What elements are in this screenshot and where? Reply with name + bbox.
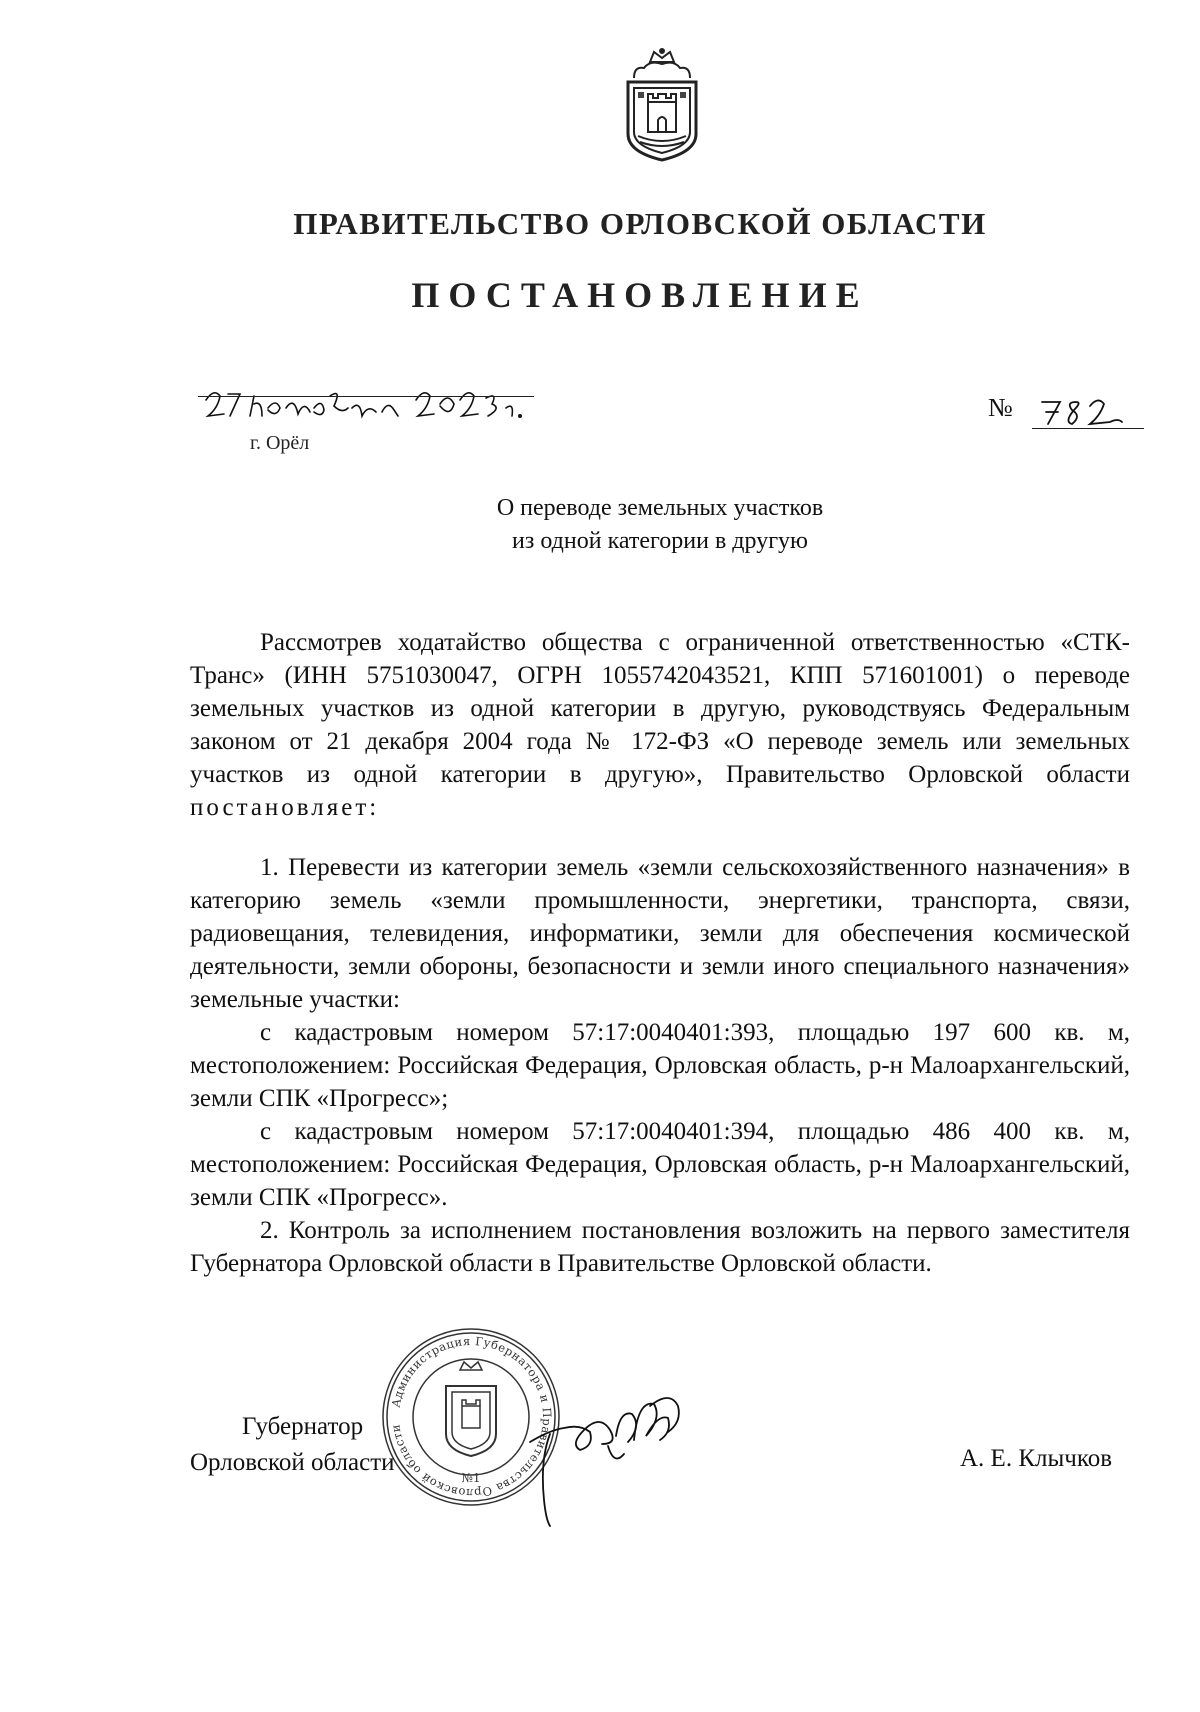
signatory-title-line-2: Орловской области — [190, 1449, 395, 1476]
item-2-paragraph: 2. Контроль за исполнением постановления возложить на первого заместителя Губернатора Орловской области в Правительстве Орловской области. — [190, 1217, 1130, 1277]
date-underline — [198, 396, 534, 397]
handwritten-signature — [520, 1370, 700, 1530]
handwritten-date — [202, 386, 538, 426]
city-label: г. Орёл — [250, 432, 310, 454]
handwritten-number — [1038, 392, 1128, 428]
signatory-name: А. Е. Клычков — [960, 1445, 1113, 1472]
document-subject — [380, 492, 940, 558]
document-type-title: ПОСТАНОВЛЕНИЕ — [411, 275, 869, 315]
signatory-title-line-1: Губернатор — [242, 1413, 364, 1440]
document-body — [190, 626, 1130, 1280]
number-sign: № — [988, 393, 1013, 422]
seal-number: №1 — [461, 1471, 481, 1485]
subject-line-2: из одной категории в другую — [512, 528, 808, 554]
signatory-title — [190, 1409, 395, 1481]
subject-line-1: О переводе земельных участков — [496, 495, 824, 521]
land-plot-393-paragraph: с кадастровым номером 57:17:0040401:393, площадью 197 600 кв. м, местоположением: Российская Федерация, Орловская область, р-н Малоархангельский, земли СПК «Прогресс»; — [190, 1019, 1130, 1112]
resolves-word: постановляет: — [190, 794, 380, 821]
number-underline — [1032, 428, 1144, 429]
organization-title: ПРАВИТЕЛЬСТВО ОРЛОВСКОЙ ОБЛАСТИ — [293, 206, 987, 241]
preamble-paragraph — [190, 626, 1130, 824]
seal-text: Администрация Губернатора и Правительства Орловской области — [388, 1333, 555, 1501]
land-plot-394-paragraph: с кадастровым номером 57:17:0040401:394, площадью 486 400 кв. м, местоположением: Российская Федерация, Орловская область, р-н Малоархангельский, земли СПК «Прогресс». — [190, 1118, 1130, 1211]
item-1-paragraph: 1. Перевести из категории земель «земли сельскохозяйственного назначения» в категорию земель «земли промышленности, энергетики, транспорта, связи, радиовещания, телевидения, информатики, земли для обеспечения космической деятельности, земли обороны, безопасности и земли иного специального назначения» земельные участки: — [190, 854, 1130, 1013]
coat-of-arms-emblem — [620, 48, 704, 164]
preamble-text: Рассмотрев ходатайство общества с ограниченной ответственностью «СТК-Транс» (ИНН 5751030047, ОГРН 1055742043521, КПП 571601001) о переводе земельных участков из одной категории в другую, руководствуясь Федеральным законом от 21 декабря 2004 года № 172-ФЗ «О переводе земель или земельных участков из одной категории в другую», Правительство Орловской области — [190, 629, 1130, 788]
